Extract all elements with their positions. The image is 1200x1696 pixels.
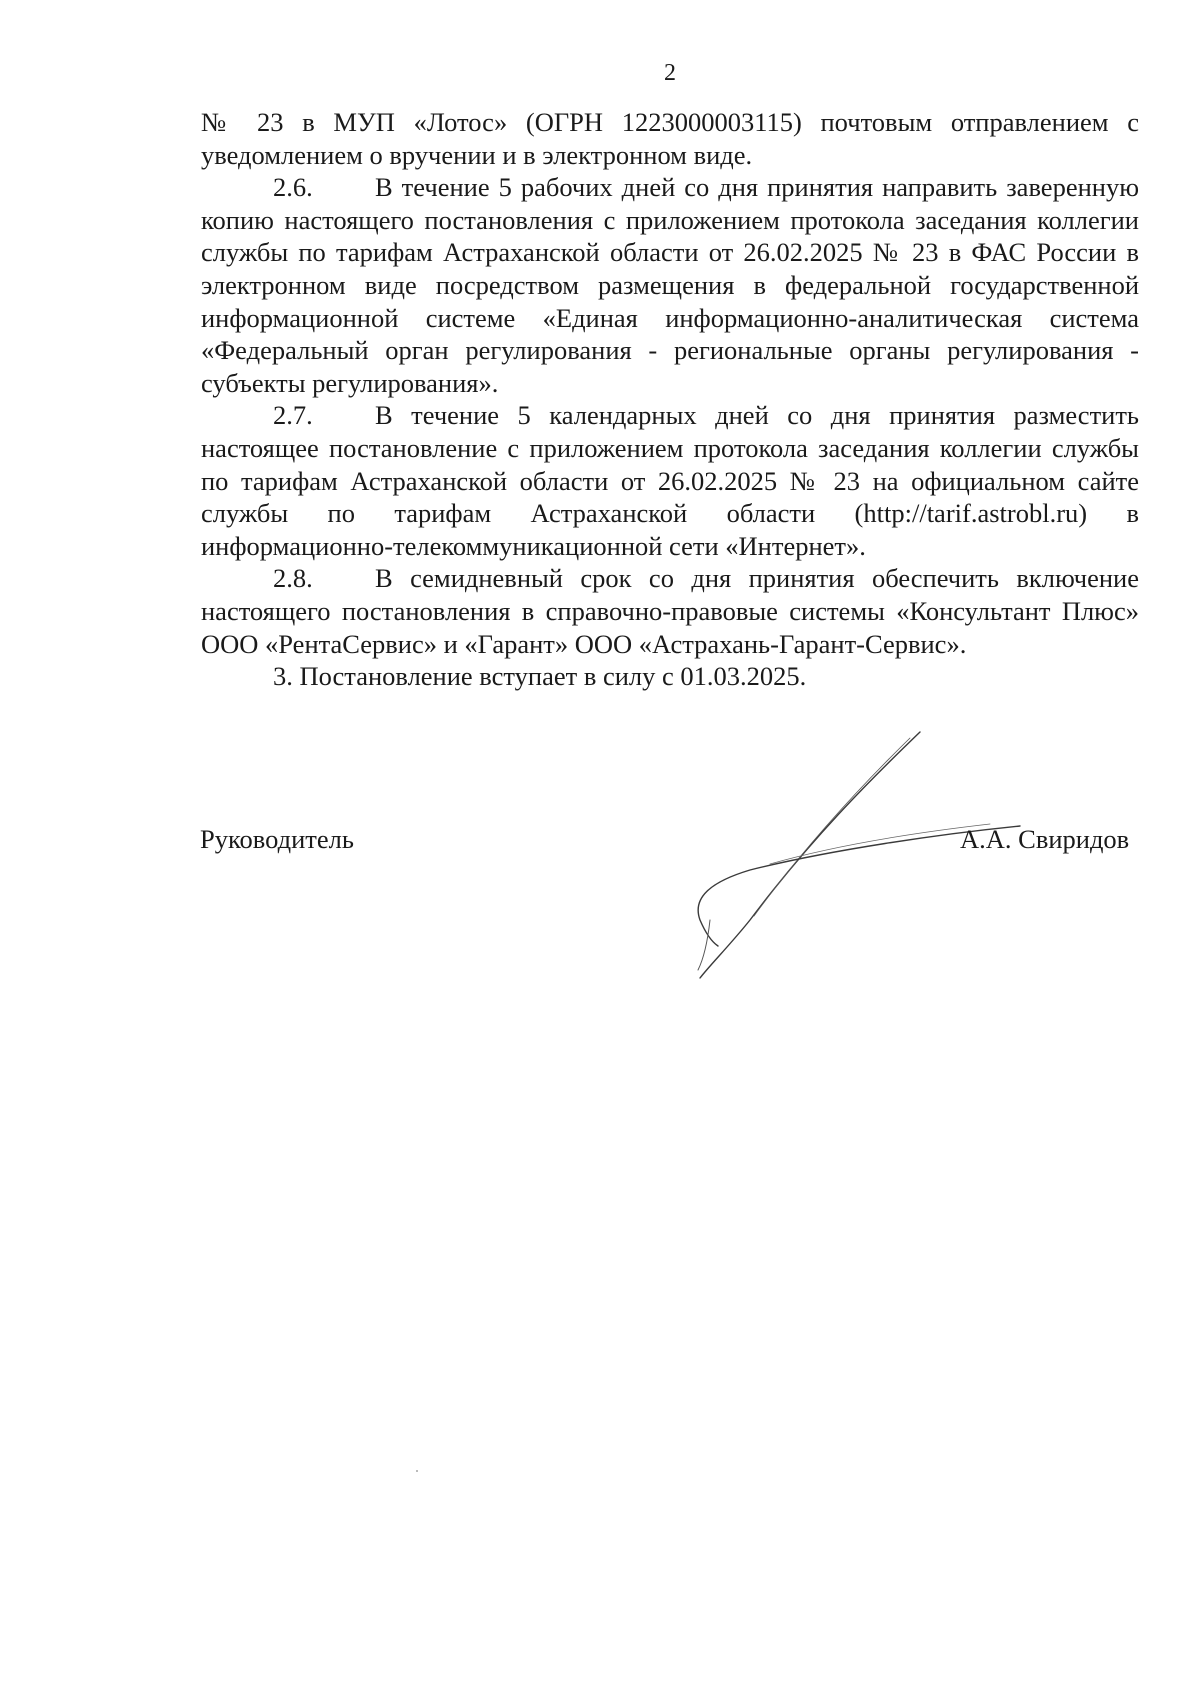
- paragraph-text: В течение 5 календарных дней со дня принятия разместить настоящее постановление с приложением протокола заседания коллегии службы по тарифам Астраханской области от 26.02.2025 № 23 на официальном сайте службы по тарифам Астраханской области (http://tarif.astrobl.ru) в информационно-телекоммуникационной сети «Интернет».: [201, 400, 1139, 561]
- paragraph-number: 2.6.: [273, 172, 313, 203]
- paragraph-2-8: [201, 562, 1139, 660]
- paragraph-text: В семидневный срок со дня принятия обеспечить включение настоящего постановления в справочно-правовые системы «Консультант Плюс» ООО «РентаСервис» и «Гарант» ООО «Астрахань-Гарант-Сервис».: [201, 563, 1139, 659]
- paragraph-number: 2.7.: [273, 400, 313, 431]
- paragraph-continuation: № 23 в МУП «Лотос» (ОГРН 1223000003115) почтовым отправлением с уведомлением о вручении и в электронном виде.: [201, 107, 1139, 170]
- paragraph-2-7: [201, 399, 1139, 562]
- scan-speck: [416, 1470, 418, 1472]
- paragraph-text: В течение 5 рабочих дней со дня принятия направить заверенную копию настоящего постановления с приложением протокола заседания коллегии службы по тарифам Астраханской области от 26.02.2025 № 23 в ФАС России в электронном виде посредством размещения в федеральной государственной информационной системе «Единая информационно-аналитическая система «Федеральный орган регулирования - региональные органы регулирования - субъекты регулирования».: [201, 172, 1139, 398]
- signatory-role: Руководитель: [200, 824, 354, 854]
- page-number: 2: [664, 60, 676, 86]
- signatory-name: А.А. Свиридов: [960, 824, 1130, 854]
- paragraph-2-6: [201, 171, 1139, 399]
- paragraph-3: 3. Постановление вступает в силу с 01.03.2025.: [273, 661, 807, 692]
- document-body: [201, 106, 1139, 693]
- paragraph-number: 2.8.: [273, 563, 313, 594]
